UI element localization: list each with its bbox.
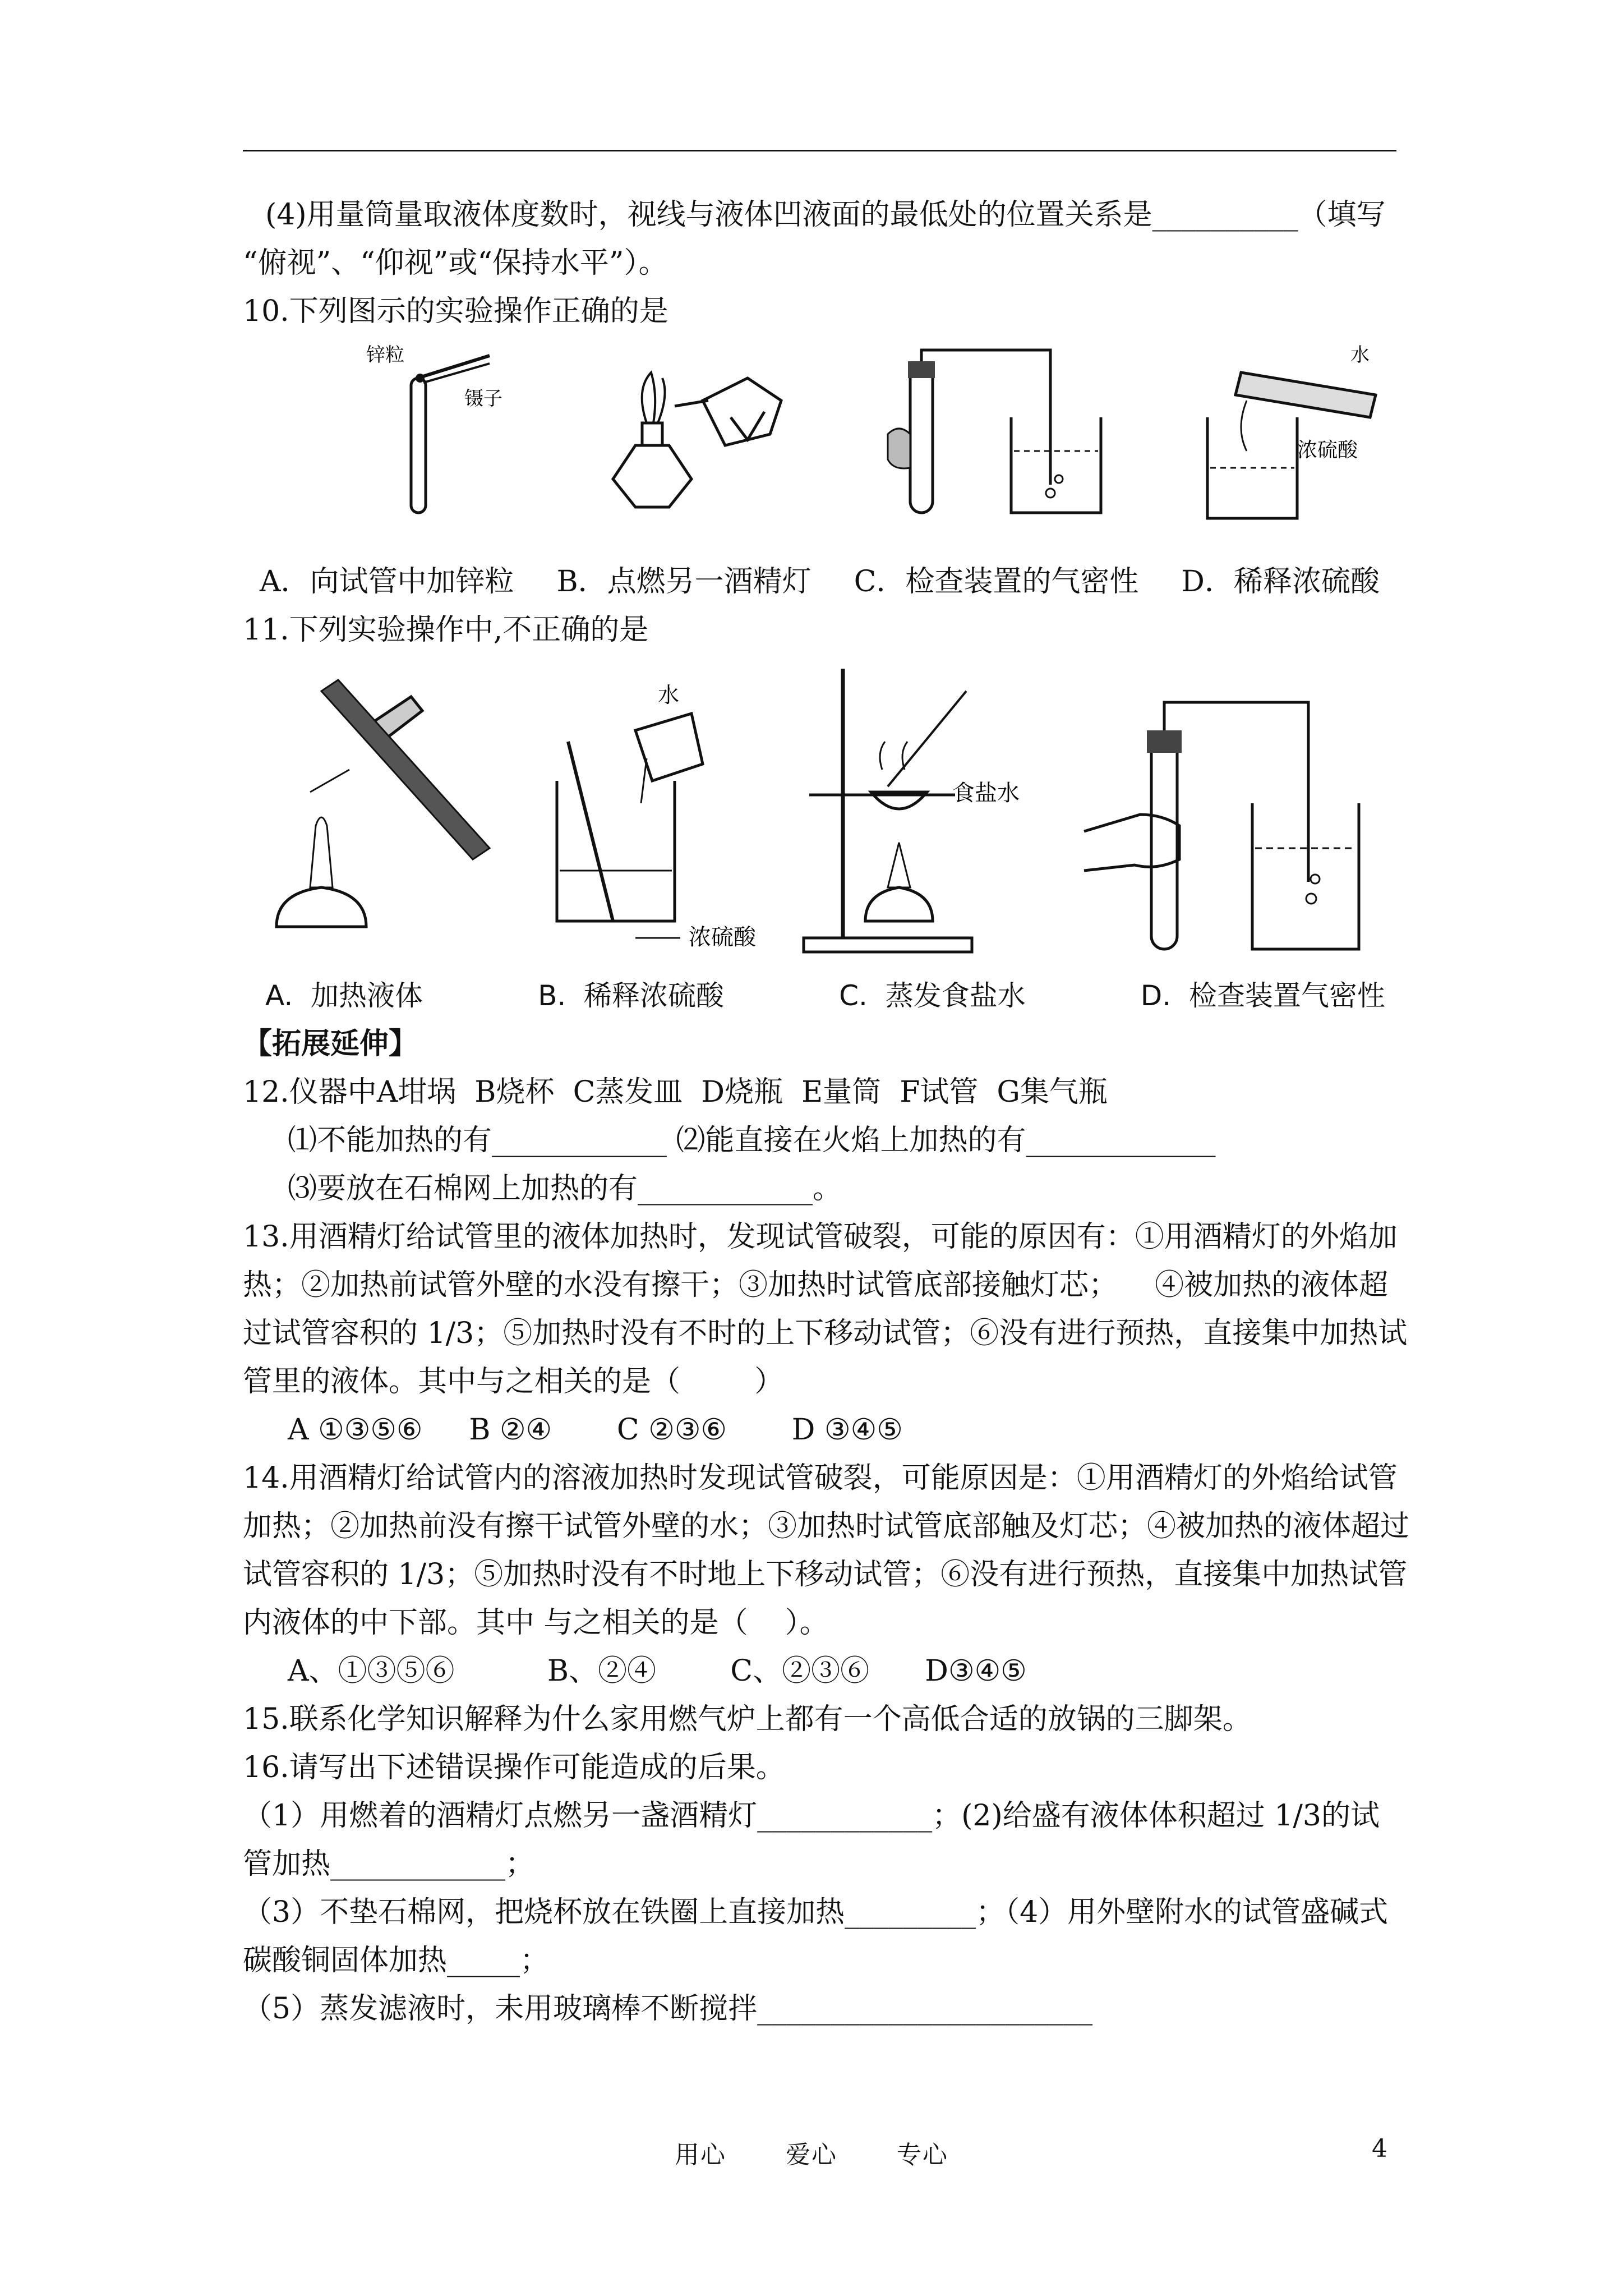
header-rule — [243, 150, 1396, 151]
q13-line1: 13.用酒精灯给试管里的液体加热时，发现试管破裂，可能的原因有：①用酒精灯的外焰加 — [243, 1220, 1398, 1254]
q10-options — [243, 558, 1396, 606]
q10-option-a: A．向试管中加锌粒 — [260, 565, 514, 599]
q12-line2: ⑴不能加热的有____________ ⑵能直接在火焰上加热的有_____________ — [288, 1124, 1216, 1157]
q13-line4: 管里的液体。其中与之相关的是（ ） — [243, 1365, 784, 1398]
q14-line1: 14.用酒精灯给试管内的溶液加热时发现试管破裂，可能原因是：①用酒精灯的外焰给试管 — [243, 1461, 1398, 1495]
figure-c-airtight — [888, 350, 1101, 513]
q16-line1: 16.请写出下述错误操作可能造成的后果。 — [243, 1751, 785, 1784]
q15-line: 15.联系化学知识解释为什么家用燃气炉上都有一个高低合适的放锅的三脚架。 — [243, 1703, 1252, 1736]
q11-option-b: B. 稀释浓硫酸 — [538, 979, 725, 1012]
q16-line2: （1）用燃着的酒精灯点燃另一盏酒精灯____________；(2)给盛有液体体积超过 1/3的试 — [243, 1799, 1380, 1833]
q16-line5: 碳酸铜固体加热_____； — [243, 1944, 550, 1977]
q14-line2: 加热；②加热前没有擦干试管外壁的水；③加热时试管底部触及灯芯；④被加热的液体超过 — [243, 1510, 1410, 1543]
q10-option-c: C．检查装置的气密性 — [854, 565, 1139, 599]
q14-options: A、①③⑤⑥ B、②④ C、②③⑥ D③④⑤ — [288, 1654, 1027, 1688]
q13-line3: 过试管容积的 1/3；⑤加热时没有不时的上下移动试管；⑥没有进行预热，直接集中加热试 — [243, 1317, 1408, 1350]
label-water-b: 水 — [658, 683, 680, 707]
q16-line4: （3）不垫石棉网，把烧杯放在铁圈上直接加热_________；（4）用外壁附水的试管盛碱式 — [243, 1895, 1389, 1929]
q11-figure-strip — [243, 657, 1396, 972]
figure-c-evaporate — [804, 669, 1020, 952]
q13-line2: 热；②加热前试管外壁的水没有擦干；③加热时试管底部接触灯芯； ④被加热的液体超 — [243, 1268, 1389, 1302]
q10-figure-strip — [243, 339, 1396, 558]
label-acid-d: 浓硫酸 — [1297, 439, 1358, 462]
q12-line3: ⑶要放在石棉网上加热的有____________。 — [288, 1172, 842, 1205]
q13-options: A ①③⑤⑥ B ②④ C ②③⑥ D ③④⑤ — [288, 1413, 903, 1447]
label-salt-water: 食盐水 — [952, 780, 1020, 806]
q14-line3: 试管容积的 1/3；⑤加热时没有不时地上下移动试管；⑥没有进行预热，直接集中加热试管 — [243, 1558, 1408, 1591]
q16-line6: （5）蒸发滤液时，未用玻璃棒不断搅拌_______________________ — [243, 1992, 1093, 2026]
page-content — [243, 191, 1410, 2033]
q11-option-d: D. 检查装置气密性 — [1140, 979, 1385, 1012]
q11-title: 11.下列实验操作中,不正确的是 — [243, 613, 649, 647]
q9-part4-line2: “俯视”、“仰视”或“保持水平”）。 — [243, 246, 668, 280]
figure-d-dilute — [1207, 344, 1376, 518]
q12-line1: 12.仪器中A坩埚 B烧杯 C蒸发皿 D烧瓶 E量筒 F试管 G集气瓶 — [243, 1075, 1108, 1109]
label-acid-b: 浓硫酸 — [689, 924, 756, 950]
q11-options — [243, 972, 1396, 1020]
q10-option-d: D．稀释浓硫酸 — [1181, 565, 1380, 599]
figure-b-dilute — [557, 683, 757, 950]
q10-title: 10.下列图示的实验操作正确的是 — [243, 295, 668, 328]
label-zinc: 锌粒 — [366, 344, 404, 366]
q10-figures — [243, 339, 1396, 558]
figure-d-airtight — [1084, 702, 1359, 949]
figure-a-zinc-tube — [366, 344, 502, 513]
q14-line4: 内液体的中下部。其中 与之相关的是（ ）。 — [243, 1606, 829, 1640]
q10-option-b: B．点燃另一酒精灯 — [556, 565, 811, 599]
label-tweezers: 镊子 — [464, 388, 502, 410]
section-heading: 【拓展延伸】 — [243, 1027, 418, 1061]
figure-a-heating — [276, 680, 490, 927]
label-water-d: 水 — [1350, 344, 1370, 366]
figure-b-lamps — [613, 372, 781, 507]
q11-option-c: C. 蒸发食盐水 — [839, 979, 1026, 1012]
q9-part4-line1: (4)用量筒量取液体度数时，视线与液体凹液面的最低处的位置关系是__________（填写 — [265, 198, 1386, 232]
page-number: 4 — [1372, 2134, 1387, 2163]
q16-line3: 管加热____________； — [243, 1847, 535, 1881]
q11-figures — [243, 657, 1396, 972]
footer-text: 用心 爱心 专心 — [675, 2141, 948, 2169]
q11-option-a: A. 加热液体 — [265, 979, 423, 1012]
